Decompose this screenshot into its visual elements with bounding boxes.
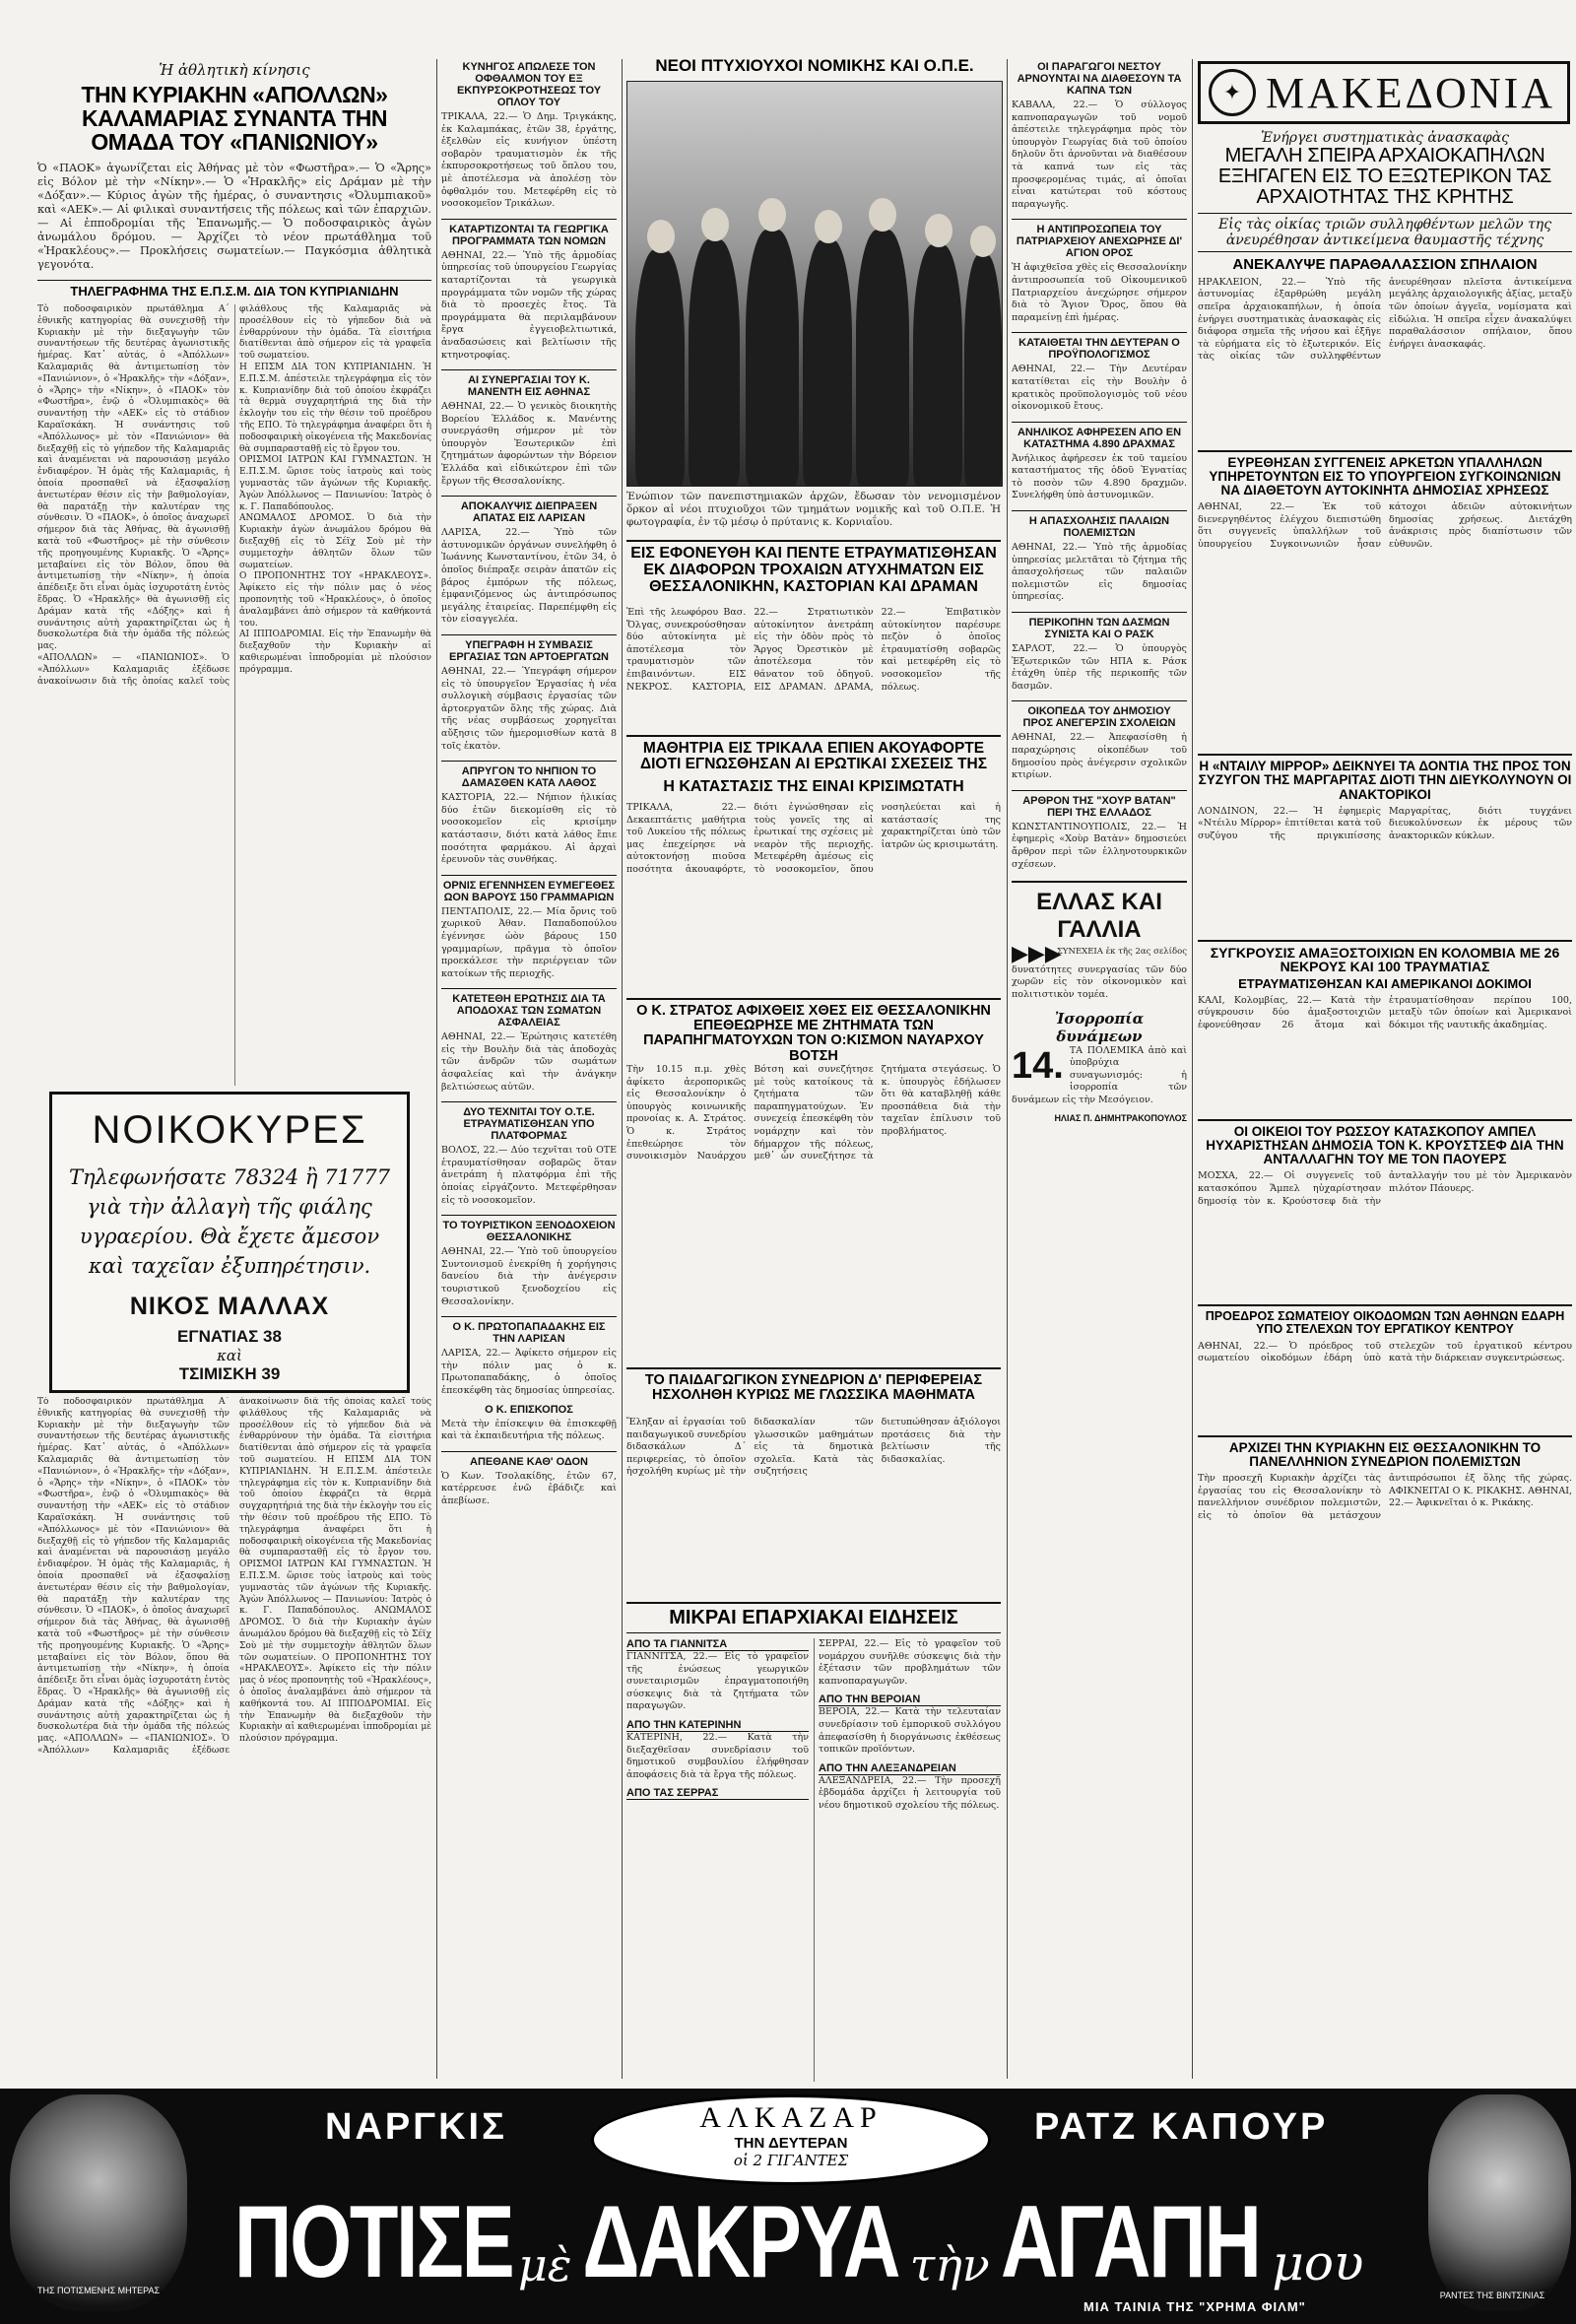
brief-hotel-head: ΤΟ ΤΟΥΡΙΣΤΙΚΟΝ ΞΕΝΟΔΟΧΕΙΟΝ ΘΕΣΣΑΛΟΝΙΚΗΣ: [441, 1215, 617, 1243]
student-subheadline: Η ΚΑΤΑΣΤΑΣΙΣ ΤΗΣ ΕΙΝΑΙ ΚΡΙΣΙΜΩΤΑΤΗ: [663, 778, 964, 795]
small-news-body: [626, 1638, 1001, 2082]
loc-giannitsa: ΑΠΟ ΤΑ ΓΙΑΝΝΙΤΣΑ: [626, 1638, 809, 1651]
ad-title: ΝΟΙΚΟΚΥΡΕΣ: [92, 1108, 367, 1152]
brief-ote-head: ΔΥΟ ΤΕΧΝΙΤΑΙ ΤΟΥ Ο.Τ.Ε. ΕΤΡΑΥΜΑΤΙΣΘΗΣΑΝ ΥΠΟ ΠΛΑΤΦΟΡΜΑΣ: [441, 1101, 617, 1142]
column-1-continued: Τὸ ποδοσφαιρικὸν πρωτάθλημα Α΄ ἐθνικῆς κατηγορίας θὰ συνεχισθῇ τὴν Κυριακὴν μὲ τὴν διεξαγωγὴν τῶν συναντήσεων τῆς δευτέρας ἀγωνιστικῆς ἡμέρας. Κατ᾿ αὐτάς, ὁ «Ἀπόλλων» Καλαμαριᾶς θὰ ἀντιμετωπίσῃ τὸν «Πανιώνιον», ὁ «Ἡρακλῆς» τὴν «Δόξαν», ὁ «Ἄρης» τὴν «Νίκην», ὁ «ΠΑΟΚ» τὸν «Φωστῆρα», ἐνῷ ὁ «Ὀλυμπιακὸς» θὰ συναντήσῃ τὴν «ΑΕΚ» εἰς τὸ στάδιον Καραϊσκάκη. Ἡ συνάντησις τοῦ «Ἀπόλλωνος» μὲ τὸν «Πανιώνιον» θὰ διεξαχθῇ εἰς τὸ γήπεδον τῆς Καλαμαριᾶς καὶ ἀναμένεται νὰ παρουσιάσῃ μεγάλο ἐνδιαφέρον. Ἡ ὁμὰς τῆς Καλαμαριᾶς, ἡ ὁποία προσπαθεῖ νὰ ἐξασφαλίσῃ ἀνετωτέραν θέσιν εἰς τὴν βαθμολογίαν, θὰ παρατάξῃ τὴν καλυτέραν της σύνθεσιν. Ὁ «ΠΑΟΚ», ὁ ὁποῖος ἀναχωρεῖ σήμερον διὰ τὰς Ἀθήνας, θὰ ἀγωνισθῇ κατὰ τοῦ «Φωστῆρος» μὲ τὴν σύνθεσιν τῆς προηγουμένης Κυριακῆς. Ὁ «Ἄρης» μεταβαίνει εἰς τὸν Βόλον, ὅπου θὰ ἀντιμετωπίσῃ τὴν «Νίκην», ἡ ὁποία ἀπέδειξε ὅτι εἶναι ὁμὰς ἰσχυροτάτη ἐντὸς ἕδρας. Ὁ «Ἡρακλῆς» θὰ ἀγωνισθῇ εἰς Δράμαν κατὰ τῆς «Δόξης» καὶ ἡ συνάντησις αὐτὴ χαρακτηρίζεται ὡς ἡ δυσκολωτέρα διὰ τὴν ὁμάδα τῆς πόλεώς μας. «ΑΠΟΛΛΩΝ» — «ΠΑΝΙΩΝΙΟΣ». Ὁ «Ἀπόλλων» Καλαμαριᾶς ἐξέδωσε ἀνακοίνωσιν διὰ τῆς ὁποίας καλεῖ τοὺς φιλάθλους τῆς Καλαμαριᾶς νὰ προσέλθουν εἰς τὸ γήπεδον διὰ νὰ ἐνθαρρύνουν τὴν ὁμάδα. Τὰ εἰσιτήρια διατίθενται ἀπὸ σήμερον εἰς τὰ γραφεῖα τοῦ σωματείου. Η ΕΠΣΜ ΔΙΑ ΤΟΝ ΚΥΠΡΙΑΝΙΔΗΝ. Ἡ Ε.Π.Σ.Μ. ἀπέστειλε τηλεγράφημα εἰς τὸν κ. Κυπριανίδην διὰ τοῦ ὁποίου ἐκφράζει τὰ θερμὰ συγχαρητήριά της διὰ τὴν ἐκλογὴν του εἰς τὴν θέσιν τοῦ προέδρου τῆς ΕΠΟ. Τὸ τηλεγράφημα ἀναφέρει ὅτι ἡ ποδοσφαιρικὴ οἰκογένεια τῆς Μακεδονίας θὰ συμπαρασταθῇ εἰς τὸ ἔργον του. ΟΡΙΣΜΟΙ ΙΑΤΡΩΝ ΚΑΙ ΓΥΜΝΑΣΤΩΝ. Ἡ Ε.Π.Σ.Μ. ὥρισε τοὺς ἰατροὺς καὶ τοὺς γυμναστὰς τῶν ἀγώνων τῆς Κυριακῆς. Ἀγὼν Ἀπόλλωνος — Πανιωνίου: Ἰατρὸς ὁ κ. Γ. Παπαδόπουλος. ΑΝΩΜΑΛΟΣ ΔΡΟΜΟΣ. Ὁ διὰ τὴν Κυριακὴν ἀγὼν ἀνωμάλου δρόμου θὰ διεξαχθῇ εἰς τὸ Σέϊχ Σοὺ μὲ τὴν συμμετοχὴν ἀθλητῶν ὅλων τῶν σωματείων. Ο ΠΡΟΠΟΝΗΤΗΣ ΤΟΥ «ΗΡΑΚΛΕΟΥΣ». Ἀφίκετο εἰς τὴν πόλιν μας ὁ νέος προπονητὴς τοῦ «Ἡρακλέους», ὁ ὁποῖος ἀναλαμβάνει ἀπὸ σήμερον τὰ καθήκοντά του. ΑΙ ΙΠΠΟΔΡΟΜΙΑΙ. Εἰς τὴν Ἐπανωμὴν θὰ διεξαχθοῦν τὴν Κυριακὴν αἱ καθιερωμέναι ἱπποδρομίαι μὲ πλούσιον πρόγραμμα.: [37, 1397, 431, 1756]
abel-headline: ΟΙ ΟΙΚΕΙΟΙ ΤΟΥ ΡΩΣΣΟΥ ΚΑΤΑΣΚΟΠΟΥ ΑΜΠΕΛ ΗΥΧΑΡΙΣΤΗΣΑΝ ΔΗΜΟΣΙΑ ΤΟΝ Κ. ΚΡΟΥΣΤΣΕΦ ΔΙΑ ΤΗΝ ΑΝΤΑΛΛΑΓΗΝ ΤΟΥ ΜΕ ΤΟΝ ΠΑΟΥΕΡΣ: [1198, 1119, 1572, 1167]
pedagogy-headline: ΤΟ ΠΑΙΔΑΓΩΓΙΚΟΝ ΣΥΝΕΔΡΙΟΝ Δ' ΠΕΡΙΦΕΡΕΙΑΣ ΗΣΧΟΛΗΘΗ ΚΥΡΙΩΣ ΜΕ ΓΛΩΣΣΙΚΑ ΜΑΘΗΜΑΤΑ: [626, 1367, 1001, 1403]
column-center: [626, 57, 1003, 2082]
big-number: 14.: [1012, 1044, 1064, 1087]
film-title-part-3: ΔΑΚΡΥΑ: [582, 2185, 899, 2299]
greece-france-block: [1012, 881, 1187, 1122]
graduates-headline: ΝΕΟΙ ΠΤΥΧΙΟΥΧΟΙ ΝΟΜΙΚΗΣ ΚΑΙ Ο.Π.Ε.: [655, 57, 974, 75]
column-regional: [1012, 61, 1187, 2081]
left-portrait: [10, 2094, 187, 2311]
army-text: Τὴν 10.15 π.μ. χθὲς ἀφίκετο ἀεροπορικῶς εἰς Θεσσαλονίκην ὁ ὑπουργὸς κοινωνικῆς προνοίας κ. Α. Στράτος. Ὁ κ. Στράτος ἐπεθεώρησε τὸν συνοικισμὸν Ναυάρχου Βότση καὶ συνεζήτησε μὲ τοὺς κατοίκους τὰ ζητήματα τῶν παραπηγματούχων. Ἐν συνεχείᾳ ἐπεσκέφθη τὸν νομάρχην καὶ τὸν δήμαρχον τῆς πόλεως, μεθ᾿ ὧν συνεζήτησε τὰ ζητήματα στεγάσεως. Ὁ κ. ὑπουργὸς ἐδήλωσεν ὅτι θὰ καταβληθῇ κάθε προσπάθεια διὰ τὴν ταχεῖαν ἐπίλυσιν τοῦ προβλήματος.: [626, 1064, 1001, 1162]
author-signature: ΗΛΙΑΣ Π. ΔΗΜΗΤΡΑΚΟΠΟΥΛΟΣ: [1054, 1112, 1187, 1123]
divider-3: [1007, 59, 1008, 2079]
abel-text: ΜΟΣΧΑ, 22.— Οἱ συγγενεῖς τοῦ κατασκόπου Ἄμπελ ηὐχαρίστησαν δημοσίᾳ τὸν κ. Κρούστσεφ διὰ τὴν ἀνταλλαγήν του μὲ τὸν Ἀμερικανὸν πιλότον Πάουερς.: [1198, 1170, 1572, 1207]
ad-name: ΝΙΚΟΣ ΜΑΛΛΑΧ: [129, 1293, 330, 1320]
person-head: [701, 208, 729, 241]
small-news-headline: ΜΙΚΡΑΙ ΕΠΑΡΧΙΑΚΑΙ ΕΙΔΗΣΕΙΣ: [626, 1602, 1001, 1633]
person-figure: [635, 249, 685, 486]
student-text: ΤΡΙΚΑΛΑ, 22.— Δεκαεπτάετις μαθήτρια τοῦ Λυκείου τῆς πόλεως μας ἐπεχείρησε νὰ αὐτοκτονήσῃ πιοῦσα ποσότητα ἀκουαφόρτε, διότι ἐγνώσθησαν εἰς τοὺς γονεῖς της αἱ ἐρωτικαί της σχέσεις μὲ νεαρὸν τῆς περιοχῆς. Μετεφέρθη ἀμέσως εἰς τὸ νοσοκομεῖον, ὅπου νοσηλεύεται καὶ ἡ κατάστασίς της χαρακτηρίζεται ὑπὸ τῶν ἰατρῶν ὡς κρισιμωτάτη.: [626, 802, 1001, 875]
column-briefs: [441, 61, 617, 2081]
brief-bakers-head: ΥΠΕΓΡΑΦΗ Η ΣΥΜΒΑΣΙΣ ΕΡΓΑΣΙΑΣ ΤΩΝ ΑΡΤΟΕΡΓΑΤΩΝ: [441, 634, 617, 663]
loc-veroia-text: ΒΕΡΟΙΑ, 22.— Κατὰ τὴν τελευταίαν συνεδρίασιν τοῦ ἐμπορικοῦ συλλόγου ἀπεφασίσθη ἡ διοργάνωσις ἐκθέσεως τοπικῶν προϊόντων.: [819, 1706, 1001, 1756]
brief-manentis-text: ΑΘΗΝΑΙ, 22.— Ὁ γενικὸς διοικητὴς Βορείου Ἑλλάδος κ. Μανέντης συνεργάσθη σήμερον μὲ τὸν ὑπουργὸν Ἐσωτερικῶν ἐπὶ ζητημάτων ἀφορώντων τὴν Βόρειον Ἑλλάδα καὶ εἰδικώτερον ἐπὶ τῶν ἔργων τῆς Θεσσαλονίκης.: [441, 401, 617, 487]
veterans-text: ΑΘΗΝΑΙ, 22.— Ὑπὸ τῆς ἁρμοδίας ὑπηρεσίας μελετᾶται τὸ ζήτημα τῆς ἀπασχολήσεως τῶν παλαιῶν πολεμιστῶν εἰς δημοσίας ὑπηρεσίας.: [1012, 542, 1187, 603]
ad-and: καὶ: [217, 1347, 242, 1364]
divider-1: [436, 59, 437, 2079]
antiquities-text: ΗΡΑΚΛΕΙΟΝ, 22.— Ὑπὸ τῆς ἀστυνομίας ἐξαρθρώθη μεγάλη σπεῖρα ἀρχαιοκαπήλων, ἡ ὁποία ἐνήργει συστηματικὰς ἀνασκαφὰς εἰς διάφορα σημεῖα τῆς νήσου καὶ ἐξῆγε τὰ εὑρήματα εἰς τὸ ἐξωτερικόν. Εἰς τὰς οἰκίας τῶν συλληφθέντων ἀνευρέθησαν πλεῖστα ἀντικείμενα μεγάλης ἀρχαιολογικῆς ἀξίας, μεταξὺ τῶν ὁποίων ἀγγεῖα, νομίσματα καὶ εἰδώλια. Ἡ σπεῖρα εἶχεν ἀνακαλύψει παραθαλάσσιον σπήλαιον, ὅπου ἐνήργει ἀνασκαφάς.: [1198, 276, 1572, 363]
theater-when: ΤΗΝ ΔΕΥΤΕΡΑΝ: [734, 2135, 848, 2152]
brief-security-text: ΑΘΗΝΑΙ, 22.— Ἐρώτησις κατετέθη εἰς τὴν Βουλὴν διὰ τὰς ἀποδοχὰς τῶν ἀνδρῶν τῶν σωμάτων ἀσφαλείας καὶ τὴν ἀνάγκην βελτιώσεως αὐτῶν.: [441, 1031, 617, 1093]
theater-giants: οἱ 2 ΓΙΓΑΝΤΕΣ: [733, 2152, 849, 2169]
ad-text: Τηλεφωνήσατε 78324 ἢ 71777 γιὰ τὴν ἀλλαγὴ τῆς φιάλης υγραερίου. Θὰ ἔχετε ἄμεσον καὶ ταχεῖαν ἐξυπηρέτησιν.: [69, 1165, 390, 1278]
patriarchate-head: Η ΑΝΤΙΠΡΟΣΩΠΕΙΑ ΤΟΥ ΠΑΤΡΙΑΡΧΕΙΟΥ ΑΝΕΧΩΡΗΣΕ ΔΙ' ΑΓΙΟΝ ΟΡΟΣ: [1012, 219, 1187, 259]
theater-name: ΑΛΚΑΖΑΡ: [699, 2101, 883, 2134]
loc-katerini: ΑΠΟ ΤΗΝ ΚΑΤΕΡΙΝΗΝ: [626, 1719, 809, 1732]
brief-infant-head: ΑΠΡΥΓΟΝ ΤΟ ΝΗΠΙΟΝ ΤΟ ΔΑΜΑΣΘΕΝ ΚΑΤΑ ΛΑΘΟΣ: [441, 761, 617, 789]
ad-address-2: ΤΣΙΜΙΣΚΗ 39: [178, 1364, 281, 1383]
veterans-congress-text: Τὴν προσεχῆ Κυριακὴν ἀρχίζει τὰς ἐργασίας του εἰς Θεσσαλονίκην τὸ πανελλήνιον συνέδριον πολεμιστῶν, εἰς τὸ ὁποῖον θὰ μετάσχουν ἀντιπρόσωποι ἐξ ὅλης τῆς χώρας. ΑΦΙΚΝΕΙΤΑΙ Ο Κ. ΡΙΚΑΚΗΣ. ΑΘΗΝΑΙ, 22.— Ἀφικνεῖται ὁ κ. Ρικάκης.: [1198, 1472, 1572, 1521]
brief-died-head: ΑΠΕΘΑΝΕ ΚΑΘ' ΟΔΟΝ: [441, 1451, 617, 1468]
colombia-headline: ΣΥΓΚΡΟΥΣΙΣ ΑΜΑΞΟΣΤΟΙΧΙΩΝ ΕΝ ΚΟΛΟΜΒΙΑ ΜΕ 26 ΝΕΚΡΟΥΣ ΚΑΙ 100 ΤΡΑΥΜΑΤΙΑΣ: [1198, 940, 1572, 974]
mirror-text: ΛΟΝΔΙΝΟΝ, 22.— Ἡ ἐφημερὶς «Ντέιλυ Μίρρορ» ἐπιτίθεται κατὰ τοῦ συζύγου τῆς πριγκιπίσσης Μαργαρίτας, διότι τυγχάνει διευκολύνσεων ἐκ μέρους τῶν ἀνακτορικῶν κύκλων.: [1198, 805, 1572, 841]
antiquities-headline: ΜΕΓΑΛΗ ΣΠΕΙΡΑ ΑΡΧΑΙΟΚΑΠΗΛΩΝ ΕΞΗΓΑΓΕΝ ΕΙΣ ΤΟ ΕΞΩΤΕΡΙΚΟΝ ΤΑΣ ΑΡΧΑΙΟΤΗΤΑΣ ΤΗΣ ΚΡΗΤΗΣ: [1217, 145, 1552, 208]
film-title-part-1: ΠΟΤΙΣΕ: [233, 2185, 512, 2299]
brief-agri-head: ΚΑΤΑΡΤΙΖΟΝΤΑΙ ΤΑ ΓΕΩΡΓΙΚΑ ΠΡΟΓΡΑΜΜΑΤΑ ΤΩΝ ΝΟΜΩΝ: [441, 219, 617, 247]
ad-right-star-name: ΡΑΤΖ ΚΑΠΟΥΡ: [1034, 2106, 1329, 2148]
person-head: [647, 220, 675, 253]
schools-head: ΟΙΚΟΠΕΔΑ ΤΟΥ ΔΗΜΟΣΙΟΥ ΠΡΟΣ ΑΝΕΓΕΡΣΙΝ ΣΧΟΛΕΙΩΝ: [1012, 700, 1187, 729]
graduates-caption: Ἐνώπιον τῶν πανεπιστημιακῶν ἀρχῶν, ἔδωσαν τὸν νενομισμένον ὅρκον αἱ νέοι πτυχιοῦχοι τῶν τμημάτων νομικῆς καὶ τοῦ Ο.Π.Ε. Ἡ φωτογραφία, ἐν τῷ μέσῳ ὁ πρύτανις κ. Κορνιαΐου.: [626, 491, 1001, 528]
loc-katerini-text: ΚΑΤΕΡΙΝΗ, 22.— Κατὰ τὴν διεξαχθεῖσαν συνεδρίασιν τοῦ δημοτικοῦ συμβουλίου ἐλήφθησαν ἀποφάσεις διὰ τὰ ἔργα τῆς πόλεως.: [626, 1731, 809, 1780]
masthead-emblem-icon: ✦: [1209, 69, 1256, 116]
cinema-advertisement: [0, 2089, 1576, 2324]
student-headline: ΜΑΘΗΤΡΙΑ ΕΙΣ ΤΡΙΚΑΛΑ ΕΠΙΕΝ ΑΚΟΥΑΦΟΡΤΕ ΔΙΟΤΙ ΕΓΝΩΣΘΗΣΑΝ ΑΙ ΕΡΩΤΙΚΑΙ ΣΧΕΣΕΙΣ ΤΗΣ: [626, 735, 1001, 773]
loc-giannitsa-text: ΓΙΑΝΝΙΤΣΑ, 22.— Εἰς τὸ γραφεῖον τῆς ἐνώσεως γεωργικῶν συνεταιρισμῶν ἐπραγματοποιήθη σύσκεψις διὰ τὰ ζητήματα τῶν παραγωγῶν.: [626, 1651, 809, 1712]
graduates-photo: [626, 81, 1003, 487]
right-portrait: [1428, 2094, 1571, 2311]
greece-france-text: δυνατότητες συνεργασίας τῶν δύο χωρῶν εἰς τὸν οἰκονομικὸν καὶ πολιτιστικὸν τομέα.: [1012, 963, 1187, 1000]
builders-headline: ΠΡΟΕΔΡΟΣ ΣΩΜΑΤΕΙΟΥ ΟΙΚΟΔΟΜΩΝ ΤΩΝ ΑΘΗΝΩΝ ΕΔΑΡΗ ΥΠΟ ΣΤΕΛΕΧΩΝ ΤΟΥ ΕΡΓΑΤΙΚΟΥ ΚΕΝΤΡΟΥ: [1198, 1304, 1572, 1336]
brief-egg-text: ΠΕΝΤΑΠΟΛΙΣ, 22.— Μία ὄρνις τοῦ χωρικοῦ Ἀθαν. Παπαδοπούλου ἐγέννησε ὠὸν βάρους 150 γραμμαρίων, πρᾶγμα τὸ ὁποῖον προεκάλεσε τὴν περιέργειαν τῶν κατοίκων τῆς περιοχῆς.: [441, 905, 617, 979]
veterans-congress-headline: ΑΡΧΙΖΕΙ ΤΗΝ ΚΥΡΙΑΚΗΝ ΕΙΣ ΘΕΣΣΑΛΟΝΙΚΗΝ ΤΟ ΠΑΝΕΛΛΗΝΙΟΝ ΣΥΝΕΔΡΙΟΝ ΠΟΛΕΜΙΣΤΩΝ: [1198, 1435, 1572, 1469]
veterans-head: Η ΑΠΑΣΧΟΛΗΣΙΣ ΠΑΛΑΙΩΝ ΠΟΛΕΜΙΣΤΩΝ: [1012, 510, 1187, 539]
loc-alexandreia-text: ΑΛΕΞΑΝΔΡΕΙΑ, 22.— Τὴν προσεχῆ ἑβδομάδα ἀρχίζει ἡ λειτουργία τοῦ νέου δημοτικοῦ σχολείου τῆς πόλεως.: [819, 1774, 1001, 1811]
brief-agri-text: ΑΘΗΝΑΙ, 22.— Ὑπὸ τῆς ἁρμοδίας ὑπηρεσίας τοῦ ὑπουργείου Γεωργίας καταρτίζονται τὰ γεωργικὰ προγράμματα τῶν νομῶν τῆς χώρας διὰ τὸ προσεχὲς ἔτος. Τὰ προγράμματα θὰ περιλαμβάνουν ἔργα ἐγγειοβελτιωτικά, ἀναδασώσεις καὶ βελτίωσιν τῆς κτηνοτροφίας.: [441, 249, 617, 361]
balance-head: Ἰσορροπία δυνάμεων: [1054, 1009, 1145, 1045]
person-figure: [803, 239, 852, 486]
person-figure: [689, 239, 740, 486]
mirror-headline: Η «ΝΤΑΙΛΥ ΜΙΡΡΟΡ» ΔΕΙΚΝΥΕΙ ΤΑ ΔΟΝΤΙΑ ΤΗΣ ΠΡΟΣ ΤΟΝ ΣΥΖΥΓΟΝ ΤΗΣ ΜΑΡΓΑΡΙΤΑΣ ΔΙΟΤΙ ΤΗΝ ΔΙΕΥΚΟΛΥΝΟΥΝ ΟΙ ΑΝΑΚΤΟΡΙΚΟΙ: [1198, 754, 1572, 802]
divider-4: [1192, 59, 1193, 2079]
brief-bishop-text: Μετὰ τὴν ἐπίσκεψιν θὰ ἐπισκεφθῇ καὶ τὰ ἐκπαιδευτήρια τῆς πόλεως.: [441, 1418, 617, 1442]
colombia-text: ΚΑΛΙ, Κολομβίας, 22.— Κατὰ τὴν σύγκρουσιν δύο ἀμαξοστοιχιῶν ἐφονεύθησαν 26 ἄτομα καὶ ἐτραυματίσθησαν περίπου 100, μεταξὺ τῶν ὁποίων καὶ Ἀμερικανοὶ δόκιμοι τῆς ναυτικῆς ἀκαδημίας.: [1198, 994, 1572, 1030]
pedagogy-text: Ἔληξαν αἱ ἐργασίαι τοῦ παιδαγωγικοῦ συνεδρίου διδασκάλων Δ΄ περιφερείας, τὸ ὁποῖον ἠσχολήθη κυρίως μὲ τὴν διδασκαλίαν τῶν γλωσσικῶν μαθημάτων εἰς τὰ δημοτικὰ σχολεῖα. Κατὰ τὰς συζητήσεις διετυπώθησαν ἀξιόλογοι προτάσεις διὰ τὴν βελτίωσιν τῆς διδασκαλίας.: [626, 1417, 1001, 1478]
world-kicker: Ἐνήργει συστηματικὰς ἀνασκαφὰς: [1260, 130, 1510, 146]
hurvatan-head: ΑΡΘΡΟΝ ΤΗΣ "ΧΟΥΡ ΒΑΤΑΝ" ΠΕΡΙ ΤΗΣ ΕΛΛΑΔΟΣ: [1012, 790, 1187, 819]
accidents-headline: ΕΙΣ ΕΦΟΝΕΥΘΗ ΚΑΙ ΠΕΝΤΕ ΕΤΡΑΥΜΑΤΙΣΘΗΣΑΝ ΕΚ ΔΙΑΦΟΡΩΝ ΤΡΟΧΑΙΩΝ ΑΤΥΧΗΜΑΤΩΝ ΕΙΣ ΘΕΣΣΑΛΟΝΙΚΗΝ, ΚΑΣΤΟΡΙΑΝ ΚΑΙ ΔΡΑΜΑΝ: [626, 540, 1001, 595]
film-title-part-4: τὴν: [909, 2238, 990, 2291]
ad-address-1: ΕΓΝΑΤΙΑΣ 38: [177, 1327, 282, 1346]
sports-body: Τὸ ποδοσφαιρικὸν πρωτάθλημα Α΄ ἐθνικῆς κατηγορίας θὰ συνεχισθῇ τὴν Κυριακὴν μὲ τὴν διεξαγωγὴν τῶν συναντήσεων τῆς δευτέρας ἀγωνιστικῆς ἡμέρας. Κατ᾿ αὐτάς, ὁ «Ἀπόλλων» Καλαμαριᾶς θὰ ἀντιμετωπίσῃ τὸν «Πανιώνιον», ὁ «Ἡρακλῆς» τὴν «Δόξαν», ὁ «Ἄρης» τὴν «Νίκην», ὁ «ΠΑΟΚ» τὸν «Φωστῆρα», ἐνῷ ὁ «Ὀλυμπιακὸς» θὰ συναντήσῃ τὴν «ΑΕΚ» εἰς τὸ στάδιον Καραϊσκάκη. Ἡ συνάντησις τοῦ «Ἀπόλλωνος» μὲ τὸν «Πανιώνιον» θὰ διεξαχθῇ εἰς τὸ γήπεδον τῆς Καλαμαριᾶς καὶ ἀναμένεται νὰ παρουσιάσῃ μεγάλο ἐνδιαφέρον. Ἡ ὁμὰς τῆς Καλαμαριᾶς, ἡ ὁποία προσπαθεῖ νὰ ἐξασφαλίσῃ ἀνετωτέραν θέσιν εἰς τὴν βαθμολογίαν, θὰ παρατάξῃ τὴν καλυτέραν της σύνθεσιν. Ὁ «ΠΑΟΚ», ὁ ὁποῖος ἀναχωρεῖ σήμερον διὰ τὰς Ἀθήνας, θὰ ἀγωνισθῇ κατὰ τοῦ «Φωστῆρος» μὲ τὴν σύνθεσιν τῆς προηγουμένης Κυριακῆς. Ὁ «Ἄρης» μεταβαίνει εἰς τὸν Βόλον, ὅπου θὰ ἀντιμετωπίσῃ τὴν «Νίκην», ἡ ὁποία ἀπέδειξε ὅτι εἶναι ὁμὰς ἰσχυροτάτη ἐντὸς ἕδρας. Ὁ «Ἡρακλῆς» θὰ ἀγωνισθῇ εἰς Δράμαν κατὰ τῆς «Δόξης» καὶ ἡ συνάντησις αὐτὴ χαρακτηρίζεται ὡς ἡ δυσκολωτέρα διὰ τὴν ὁμάδα τῆς πόλεώς μας. «ΑΠΟΛΛΩΝ» — «ΠΑΝΙΩΝΙΟΣ». Ὁ «Ἀπόλλων» Καλαμαριᾶς ἐξέδωσε ἀνακοίνωσιν διὰ τῆς ὁποίας καλεῖ τοὺς φιλάθλους τῆς Καλαμαριᾶς νὰ προσέλθουν εἰς τὸ γήπεδον διὰ νὰ ἐνθαρρύνουν τὴν ὁμάδα. Τὰ εἰσιτήρια διατίθενται ἀπὸ σήμερον εἰς τὰ γραφεῖα τοῦ σωματείου. Η ΕΠΣΜ ΔΙΑ ΤΟΝ ΚΥΠΡΙΑΝΙΔΗΝ. Ἡ Ε.Π.Σ.Μ. ἀπέστειλε τηλεγράφημα εἰς τὸν κ. Κυπριανίδην διὰ τοῦ ὁποίου ἐκφράζει τὰ θερμὰ συγχαρητήριά της διὰ τὴν ἐκλογὴν του εἰς τὴν θέσιν τοῦ προέδρου τῆς ΕΠΟ. Τὸ τηλεγράφημα ἀναφέρει ὅτι ἡ ποδοσφαιρικὴ οἰκογένεια τῆς Μακεδονίας θὰ συμπαρασταθῇ εἰς τὸ ἔργον του. ΟΡΙΣΜΟΙ ΙΑΤΡΩΝ ΚΑΙ ΓΥΜΝΑΣΤΩΝ. Ἡ Ε.Π.Σ.Μ. ὥρισε τοὺς ἰατροὺς καὶ τοὺς γυμναστὰς τῶν ἀγώνων τῆς Κυριακῆς. Ἀγὼν Ἀπόλλωνος — Πανιωνίου: Ἰατρὸς ὁ κ. Γ. Παπαδόπουλος. ΑΝΩΜΑΛΟΣ ΔΡΟΜΟΣ. Ὁ διὰ τὴν Κυριακὴν ἀγὼν ἀνωμάλου δρόμου θὰ διεξαχθῇ εἰς τὸ Σέϊχ Σοὺ μὲ τὴν συμμετοχὴν ἀθλητῶν ὅλων τῶν σωματείων. Ο ΠΡΟΠΟΝΗΤΗΣ ΤΟΥ «ΗΡΑΚΛΕΟΥΣ». Ἀφίκετο εἰς τὴν πόλιν μας ὁ νέος προπονητὴς τοῦ «Ἡρακλέους», ὁ ὁποῖος ἀναλαμβάνει ἀπὸ σήμερον τὰ καθήκοντά του. ΑΙ ΙΠΠΟΔΡΟΜΙΑΙ. Εἰς τὴν Ἐπανωμὴν θὰ διεξαχθοῦν τὴν Κυριακὴν αἱ καθιερωμέναι ἱπποδρομίαι μὲ πλούσιον πρόγραμμα.: [37, 304, 431, 687]
balance-text: ΤΑ ΠΟΛΕΜΙΚΑ ἀπὸ καὶ ὑποβρύχια συναγωνισμός: ἡ ἰσορροπία τῶν δυνάμεων εἰς τὴν Μεσόγειον.: [1012, 1044, 1187, 1105]
ad-left-star-name: ΝΑΡΓΚΙΣ: [325, 2106, 507, 2148]
antiquities-subheadline: Εἰς τὰς οἰκίας τριῶν συλληφθέντων μελῶν της ἀνευρέθησαν ἀντικείμενα θαυμαστῆς τέχνης: [1198, 213, 1572, 252]
loc-veroia: ΑΠΟ ΤΗΝ ΒΕΡΟΙΑΝ: [819, 1693, 1001, 1706]
film-credit: ΜΙΑ ΤΑΙΝΙΑ ΤΗΣ "ΧΡΗΜΑ ΦΙΛΜ": [1084, 2299, 1306, 2314]
hurvatan-text: ΚΩΝΣΤΑΝΤΙΝΟΥΠΟΛΙΣ, 22.— Ἡ ἐφημερὶς «Χοὺρ Βατὰν» δημοσιεύει ἄρθρον περὶ τῶν ἑλληνοτουρκικῶν σχέσεων.: [1012, 821, 1187, 870]
sports-subhead: ΤΗΛΕΓΡΑΦΗΜΑ ΤΗΣ Ε.Π.Σ.Μ. ΔΙΑ ΤΟΝ ΚΥΠΡΙΑΝΙΔΗΝ: [37, 280, 431, 299]
film-title-part-2: μὲ: [517, 2238, 572, 2291]
person-figure: [913, 244, 962, 486]
film-title-part-6: μου: [1272, 2234, 1364, 2291]
film-title: [197, 2183, 1399, 2299]
budget-head: ΚΑΤΑΙΘΕΤΑΙ ΤΗΝ ΔΕΥΤΕΡΑΝ Ο ΠΡΟΫΠΟΛΟΓΙΣΜΟΣ: [1012, 332, 1187, 361]
brief-egg-head: ΟΡΝΙΣ ΕΓΕΝΝΗΣΕΝ ΕΥΜΕΓΕΘΕΣ ΩΟΝ ΒΑΡΟΥΣ 150 ΓΡΑΜΜΑΡΙΩΝ: [441, 875, 617, 903]
greece-france-continued: ΣΥΝΕΧΕΙΑ ἐκ τῆς 2ας σελίδος: [1056, 947, 1187, 958]
army-headline: Ο Κ. ΣΤΡΑΤΟΣ ΑΦΙΧΘΕΙΣ ΧΘΕΣ ΕΙΣ ΘΕΣΣΑΛΟΝΙΚΗΝ ΕΠΕΘΕΩΡΗΣΕ ΜΕ ΖΗΤΗΜΑΤΑ ΤΩΝ ΠΑΡΑΠΗΓΜΑΤΟΥΧΩΝ ΤΟΝ Ο:ΚΙΣΜΟΝ ΝΑΥΑΡΧΟΥ ΒΟΤΣΗ: [626, 998, 1001, 1064]
person-head: [869, 198, 896, 232]
patriarchate-text: Ἡ ἀφιχθεῖσα χθὲς εἰς Θεσσαλονίκην ἀντιπροσωπεία τοῦ Οἰκουμενικοῦ Πατριαρχείου ἀνεχώρησε σήμερον διὰ τὸ Ἅγιον Ὄρος, ὅπου θὰ παραμείνῃ ἐπὶ ἡμέρας.: [1012, 262, 1187, 323]
brief-hotel-text: ΑΘΗΝΑΙ, 22.— Ὑπὸ τοῦ ὑπουργείου Συντονισμοῦ ἐνεκρίθη ἡ χορήγησις δανείου διὰ τὴν ἀνέγερσιν τουριστικοῦ ξενοδοχείου εἰς Θεσσαλονίκην.: [441, 1246, 617, 1307]
builders-text: ΑΘΗΝΑΙ, 22.— Ὁ πρόεδρος τοῦ σωματείου οἰκοδόμων ἐδάρη ὑπὸ στελεχῶν τοῦ ἐργατικοῦ κέντρου κατὰ τὴν διάρκειαν συγκεντρώσεως.: [1198, 1340, 1572, 1364]
brief-infant-text: ΚΑΣΤΟΡΙΑ, 22.— Νήπιον ἡλικίας δύο ἐτῶν διεκομίσθη εἰς τὸ νοσοκομεῖον εἰς κρισίμην κατάστασιν, διότι κατὰ λάθος ἔπιε ποσότητα φαρμάκου. Αἱ ἀρχαὶ ἐρευνοῦν τὰς συνθήκας.: [441, 792, 617, 866]
brief-fraud-head: ΑΠΟΚΑΛΥΨΙΣ ΔΙΕΠΡΑΞΕΝ ΑΠΑΤΑΣ ΕΙΣ ΛΑΡΙΣΑΝ: [441, 496, 617, 524]
left-portrait-caption: ΤΗΣ ΠΟΤΙΣΜΕΝΗΣ ΜΗΤΕΡΑΣ: [36, 2286, 161, 2295]
sports-lead: Ὁ «ΠΑΟΚ» ἀγωνίζεται εἰς Ἀθήνας μὲ τὸν «Φωστῆρα».— Ὁ «Ἄρης» εἰς Βόλον μὲ τὴν «Νίκην».— Ὁ «Ἡρακλῆς» εἰς Δράμαν μὲ τὴν «Δόξαν».— Κύριος ἀγὼν τῆς ἡμέρας, ὁ συναντησις «Ὀλυμπιακοῦ» καὶ «ΑΕΚ».— Αἱ φιλικαὶ συναντήσεις τῆς πόλεως καὶ τῶν ἐπαρχιῶν.— Αἱ ἐπποδρομίαι τῆς Ἐπανωμῆς.— Ὁ ποδοσφαιρικὸς ἀγὼν ἀνωμάλου δρόμου. — Ἀρχίζει τὸ νέον πρωτάθλημα τοῦ «Ἡρακλέους».— Προκλήσεις σωματείων.— Παγκόσμια ἀθλητικὰ γεγονότα.: [37, 162, 431, 272]
brief-hunter-head: ΚΥΝΗΓΟΣ ΑΠΩΛΕΣΕ ΤΟΝ ΟΦΘΑΛΜΟΝ ΤΟΥ ΕΞ ΕΚΠΥΡΣΟΚΡΟΤΗΣΕΩΣ ΤΟΥ ΟΠΛΟΥ ΤΟΥ: [456, 61, 602, 108]
divider-2: [622, 59, 623, 2079]
person-figure: [856, 230, 909, 486]
brief-bishop-head: Ο Κ. ΕΠΙΣΚΟΠΟΣ: [485, 1403, 573, 1416]
cave-headline: ΑΝΕΚΑΛΥΨΕ ΠΑΡΑΘΑΛΑΣΣΙΟΝ ΣΠΗΛΑΙΟΝ: [1232, 256, 1538, 273]
gas-advertisement: [49, 1092, 410, 1393]
theft-head: ΑΝΗΛΙΚΟΣ ΑΦΗΡΕΣΕΝ ΑΠΟ ΕΝ ΚΑΤΑΣΤΗΜΑ 4.890 ΔΡΑΧΜΑΣ: [1012, 422, 1187, 450]
person-head: [815, 210, 842, 243]
nestos-text: ΚΑΒΑΛΑ, 22.— Ὁ σύλλογος καπνοπαραγωγῶν τοῦ νομοῦ ἀπέστειλε τηλεγράφημα πρὸς τὸν ὑπουργὸν Γεωργίας διὰ τοῦ ὁποίου δηλοῦν ὅτι ἀρνοῦνται νὰ διαθέσουν τὰ καπνά των εἰς τὰς προσφερομένας τιμάς, αἱ ὁποῖαι εἶναι κατώτεραι τοῦ κόστους παραγωγῆς.: [1012, 100, 1187, 210]
sports-headline: ΤΗΝ ΚΥΡΙΑΚΗΝ «ΑΠΟΛΛΩΝ» ΚΑΛΑΜΑΡΙΑΣ ΣΥΝΑΝΤΑ ΤΗΝ ΟΜΑΔΑ ΤΟΥ «ΠΑΝΙΩΝΙΟΥ»: [81, 82, 388, 156]
person-figure: [964, 254, 1002, 486]
person-head: [970, 226, 996, 257]
colombia-subheadline: ΕΤΡΑΥΜΑΤΙΣΘΗΣΑΝ ΚΑΙ ΑΜΕΡΙΚΑΝΟΙ ΔΟΚΙΜΟΙ: [1238, 976, 1532, 992]
nestos-head: ΟΙ ΠΑΡΑΓΩΓΟΙ ΝΕΣΤΟΥ ΑΡΝΟΥΝΤΑΙ ΝΑ ΔΙΑΘΕΣΟΥΝ ΤΑ ΚΑΠΝΑ ΤΩΝ: [1017, 61, 1182, 97]
brief-manentis-head: ΑΙ ΣΥΝΕΡΓΑΣΙΑΙ ΤΟΥ Κ. ΜΑΝΕΝΤΗ ΕΙΣ ΑΘΗΝΑΣ: [441, 369, 617, 398]
loc-serres: ΑΠΟ ΤΑΣ ΣΕΡΡΑΣ: [626, 1787, 809, 1800]
brief-protopapadakis-text: ΛΑΡΙΣΑ, 22.— Ἀφίκετο σήμερον εἰς τὴν πόλιν μας ὁ κ. Πρωτοπαπαδάκης, ὁ ὁποῖος ἐπεσκέφθη τὰς δημοσίας ὑπηρεσίας.: [441, 1348, 617, 1396]
rusk-head: ΠΕΡΙΚΟΠΗΝ ΤΩΝ ΔΑΣΜΩΝ ΣΥΝΙΣΤΑ ΚΑΙ Ο ΡΑΣΚ: [1012, 612, 1187, 640]
loc-alexandreia: ΑΠΟ ΤΗΝ ΑΛΕΞΑΝΔΡΕΙΑΝ: [819, 1762, 1001, 1775]
column-sports: [37, 61, 431, 1086]
relatives-text: ΑΘΗΝΑΙ, 22.— Ἐκ τοῦ διενεργηθέντος ἐλέγχου διεπιστώθη ὅτι συγγενεῖς ὑπαλλήλων τοῦ ὑπουργείου Συγκοινωνιῶν ἦσαν κάτοχοι ἀδειῶν αὐτοκινήτων δημοσίας χρήσεως. Διετάχθη ἀνάκρισις πρὸς διαπίστωσιν τῶν εὐθυνῶν.: [1198, 501, 1572, 551]
right-portrait-caption: ΡΑΝΤΕΣ ΤΗΣ ΒΙΝΤΣΙΝΙΑΣ: [1439, 2291, 1545, 2300]
relatives-headline: ΕΥΡΕΘΗΣΑΝ ΣΥΓΓΕΝΕΙΣ ΑΡΚΕΤΩΝ ΥΠΑΛΛΗΛΩΝ ΥΠΗΡΕΤΟΥΝΤΩΝ ΕΙΣ ΤΟ ΥΠΟΥΡΓΕΙΟΝ ΣΥΓΚΟΙΝΩΝΙΩΝ ΝΑ ΔΙΑΘΕΤΟΥΝ ΑΥΤΟΚΙΝΗΤΑ ΔΗΜΟΣΙΑΣ ΧΡΗΣΕΩΣ: [1198, 450, 1572, 498]
masthead-title: ΜΑΚΕΔΟΝΙΑ: [1266, 68, 1556, 117]
person-head: [925, 214, 952, 247]
greece-france-head: ΕΛΛΑΣ ΚΑΙ ΓΑΛΛΙΑ: [1036, 889, 1162, 944]
loc-serres-text: ΣΕΡΡΑΙ, 22.— Εἰς τὸ γραφεῖον τοῦ νομάρχου συνῆλθε σύσκεψις διὰ τὴν ἐξέτασιν τῶν προβλημάτων τῶν καπνοπαραγωγῶν.: [819, 1638, 1001, 1687]
rusk-text: ΣΑΡΛΟΤ, 22.— Ὁ ὑπουργὸς Ἐξωτερικῶν τῶν ΗΠΑ κ. Ράσκ ἐτάχθη ὑπὲρ τῆς περικοπῆς τῶν δασμῶν.: [1012, 643, 1187, 692]
accidents-text: Ἐπὶ τῆς λεωφόρου Βασ. Ὄλγας, συνεκρούσθησαν δύο αὐτοκίνητα μὲ ἀποτέλεσμα τὸν τραυματισμὸν τῶν ἐπιβαινόντων. ΕΙΣ ΝΕΚΡΟΣ. ΚΑΣΤΟΡΙΑ, 22.— Στρατιωτικὸν αὐτοκίνητον ἀνετράπη εἰς τὴν ὁδὸν πρὸς τὸ Ἄργος Ὀρεστικὸν μὲ ἀποτέλεσμα τὸν θάνατον τοῦ ὁδηγοῦ. ΕΙΣ ΔΡΑΜΑΝ. ΔΡΑΜΑ, 22.— Ἐπιβατικὸν αὐτοκίνητον παρέσυρε πεζὸν ὁ ὁποῖος ἐτραυματίσθη σοβαρῶς καὶ μετεφέρθη εἰς τὸ νοσοκομεῖον τῆς πόλεως.: [626, 607, 1001, 693]
brief-hunter-text: ΤΡΙΚΑΛΑ, 22.— Ὁ Δημ. Τριγκάκης, ἐκ Καλαμπάκας, ἐτῶν 38, ἐργάτης, ἐξελθὼν εἰς κυνήγιον ὑπέστη σοβαρὸν τραυματισμὸν ἐκ τῆς ἐκπυρσοκροτήσεως τοῦ ὅπλου του, μὲ ἀποτέλεσμα νὰ ἀπολέσῃ τὸν ὀφθαλμόν του. Μετεφέρθη εἰς τὸ νοσοκομεῖον Τρικάλων.: [441, 111, 617, 210]
brief-died-text: Ὁ Κων. Τσολακίδης, ἐτῶν 67, κατέρρευσε ἐνῶ ἐβάδιζε καὶ ἀπεβίωσε.: [441, 1470, 617, 1506]
column-world: [1198, 61, 1572, 2081]
continued-arrows: ▶▶▶: [1012, 942, 1062, 967]
theft-text: Ἀνήλικος ἀφήρεσεν ἐκ τοῦ ταμείου καταστήματος τῆς ὁδοῦ Ἐγνατίας τὸ ποσὸν τῶν 4.890 δραχμῶν. Συνελήφθη ὑπὸ ἀστυνομικῶν.: [1012, 452, 1187, 501]
brief-bakers-text: ΑΘΗΝΑΙ, 22.— Ὑπεγράφη σήμερον εἰς τὸ ὑπουργεῖον Ἐργασίας ἡ νέα συλλογικὴ σύμβασις ἐργασίας τῶν ἀρτοεργατῶν ὅλης τῆς χώρας. Διὰ τῆς νέας συμβάσεως χορηγεῖται αὔξησις τῶν ἡμερομισθίων κατὰ 8 τοῖς ἑκατὸν.: [441, 666, 617, 752]
person-figure: [746, 230, 799, 486]
theater-oval: [591, 2094, 991, 2185]
budget-text: ΑΘΗΝΑΙ, 22.— Τὴν Δευτέραν κατατίθεται εἰς τὴν Βουλὴν ὁ κρατικὸς προϋπολογισμὸς τοῦ νέου οἰκονομικοῦ ἔτους.: [1012, 364, 1187, 413]
person-head: [758, 198, 786, 232]
film-title-part-5: ΑΓΑΠΗ: [1000, 2185, 1260, 2299]
brief-protopapadakis-head: Ο Κ. ΠΡΩΤΟΠΑΠΑΔΑΚΗΣ ΕΙΣ ΤΗΝ ΛΑΡΙΣΑΝ: [441, 1316, 617, 1345]
brief-ote-text: ΒΟΛΟΣ, 22.— Δύο τεχνῖται τοῦ ΟΤΕ ἐτραυματίσθησαν σοβαρῶς ὅταν ἀνετράπη ἡ πλατφόρμα ἐπὶ τῆς ὁποίας εἰργάζοντο. Μετεφέρθησαν εἰς τὸ νοσοκομεῖον.: [441, 1145, 617, 1206]
masthead-box: [1198, 61, 1570, 124]
sports-kicker: Ἡ ἀθλητικὴ κίνησις: [159, 61, 310, 79]
brief-fraud-text: ΛΑΡΙΣΑ, 22.— Ὑπὸ τῶν ἀστυνομικῶν ὀργάνων συνελήφθη ὁ Ἰωάννης Κωνσταντίνου, ἐτῶν 34, ὁ ὁποῖος διέπραξε σειρὰν ἀπατῶν εἰς βάρος ἐμπόρων τῆς πόλεως, ἐμφανιζόμενος ὡς ἀντιπρόσωπος μεγάλης ἑταιρείας. Παρεπέμφθη εἰς τὸν εἰσαγγελέα.: [441, 527, 617, 626]
brief-security-head: ΚΑΤΕΤΕΘΗ ΕΡΩΤΗΣΙΣ ΔΙΑ ΤΑ ΑΠΟΔΟΧΑΣ ΤΩΝ ΣΩΜΑΤΩΝ ΑΣΦΑΛΕΙΑΣ: [441, 988, 617, 1029]
schools-text: ΑΘΗΝΑΙ, 22.— Ἀπεφασίσθη ἡ παραχώρησις οἰκοπέδων τοῦ δημοσίου πρὸς ἀνέγερσιν σχολικῶν κτιρίων.: [1012, 732, 1187, 781]
